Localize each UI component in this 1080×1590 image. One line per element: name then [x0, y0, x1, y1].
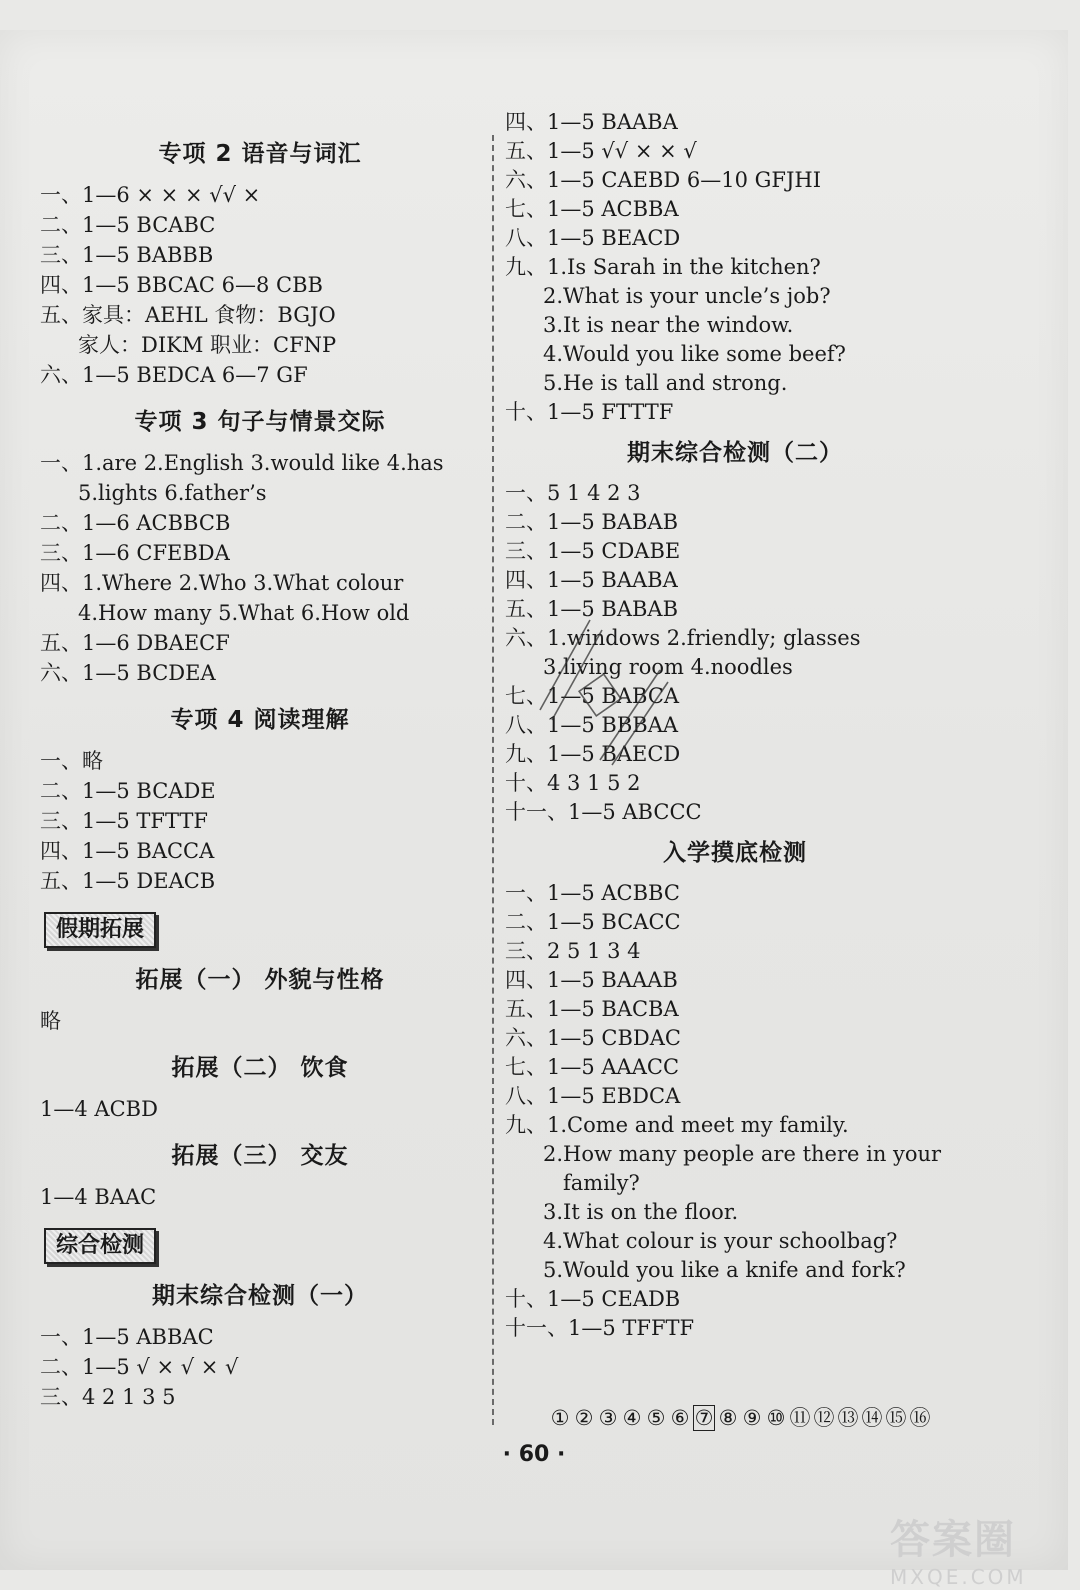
answer-line: 4.How many 5.What 6.How old — [78, 601, 410, 625]
circled-number: ⑩ — [766, 1406, 786, 1430]
answer-line: 九、1.Is Sarah in the kitchen? — [505, 255, 821, 279]
answer-line: 一、1.are 2.English 3.would like 4.has — [40, 451, 444, 475]
column-divider — [492, 135, 494, 1425]
answer-line: 十、4 3 1 5 2 — [505, 771, 641, 795]
circled-number-row — [548, 1402, 932, 1432]
watermark-logo — [890, 1508, 1060, 1589]
answer-line: 十、1—5 FTTTF — [505, 400, 674, 424]
answer-line: 5.Would you like a knife and fork? — [543, 1258, 906, 1282]
circled-number: ① — [550, 1406, 570, 1430]
circled-number: ⑥ — [670, 1406, 690, 1430]
answer-line: 五、1—5 BABAB — [505, 597, 679, 621]
answer-line: 1—4 BAAC — [40, 1185, 157, 1209]
answer-line: 3.living room 4.noodles — [543, 655, 793, 679]
answer-line: 二、1—5 BABAB — [505, 510, 679, 534]
answer-line: 五、1—5 DEACB — [40, 869, 216, 893]
answer-line: 十一、1—5 ABCCC — [505, 800, 702, 824]
answer-line: 五、1—5 √√ × × √ — [505, 139, 697, 163]
circled-number: ⑯ — [909, 1406, 931, 1430]
answer-line: 三、1—5 CDABE — [505, 539, 681, 563]
section-heading-tuozhan-2: 拓展（二） 饮食 — [171, 1055, 349, 1081]
answer-line: 六、1—5 BEDCA 6—7 GF — [40, 363, 308, 387]
answer-line: 九、1—5 BAECD — [505, 742, 681, 766]
answer-line: 三、1—5 TFTTF — [40, 809, 208, 833]
answer-line: 2.How many people are there in your — [543, 1142, 942, 1166]
answer-line: 3.It is near the window. — [543, 313, 794, 337]
answer-line: 三、4 2 1 3 5 — [40, 1385, 176, 1409]
answer-line: 八、1—5 BBBAA — [505, 713, 679, 737]
answer-line: 七、1—5 AAACC — [505, 1055, 680, 1079]
answer-line: 二、1—5 BCACC — [505, 910, 681, 934]
circled-number: ② — [574, 1406, 594, 1430]
answer-line: 一、1—5 ABBAC — [40, 1325, 214, 1349]
circled-number: ⑧ — [718, 1406, 738, 1430]
circled-number: ⑤ — [646, 1406, 666, 1430]
answer-line: 一、略 — [40, 749, 103, 773]
answer-line: 四、1—5 BACCA — [40, 839, 215, 863]
answer-line: 六、1—5 CBDAC — [505, 1026, 681, 1050]
circled-number: ⑦ — [694, 1406, 714, 1430]
answer-line: 五、1—6 DBAECF — [40, 631, 230, 655]
section-heading-qimo-2: 期末综合检测（二） — [627, 440, 843, 466]
answer-line: 五、家具：AEHL 食物：BGJO — [40, 303, 336, 327]
circled-number: ④ — [622, 1406, 642, 1430]
circled-number: ⑨ — [742, 1406, 762, 1430]
answer-line: 六、1.windows 2.friendly; glasses — [505, 626, 861, 650]
answer-line: 4.Would you like some beef? — [543, 342, 846, 366]
circled-number: ⑭ — [861, 1406, 883, 1430]
answer-line: 三、2 5 1 3 4 — [505, 939, 641, 963]
answer-line: 四、1—5 BAABA — [505, 568, 678, 592]
watermark-title: 答案圈 — [890, 1517, 1016, 1563]
answer-line: 家人：DIKM 职业：CFNP — [78, 333, 337, 357]
answer-line: 二、1—5 √ × √ × √ — [40, 1355, 239, 1379]
answer-line: 二、1—5 BCADE — [40, 779, 216, 803]
answer-line: 六、1—5 CAEBD 6—10 GFJHI — [505, 168, 822, 192]
answer-line: 四、1.Where 2.Who 3.What colour — [40, 571, 404, 595]
answer-line: 4.What colour is your schoolbag? — [543, 1229, 898, 1253]
answer-line: 一、1—6 × × × √√ × — [40, 183, 261, 207]
answer-line: family? — [563, 1171, 640, 1195]
circled-number: ⑪ — [789, 1406, 811, 1430]
section-heading-tuozhan-1: 拓展（一） 外貌与性格 — [135, 967, 385, 993]
answer-line: 略 — [40, 1009, 61, 1033]
section-heading-qimo-1: 期末综合检测（一） — [152, 1283, 368, 1309]
answer-line: 十、1—5 CEADB — [505, 1287, 681, 1311]
answer-line: 三、1—6 CFEBDA — [40, 541, 230, 565]
answer-line: 一、5 1 4 2 3 — [505, 481, 641, 505]
paper-sheet — [0, 30, 1068, 1570]
section-heading-zhuanxiang-3: 专项 3 句子与情景交际 — [134, 409, 386, 435]
answer-line: 九、1.Come and meet my family. — [505, 1113, 849, 1137]
answer-line: 5.lights 6.father’s — [78, 481, 267, 505]
stamp-overlay — [530, 610, 670, 770]
answer-line: 二、1—5 BCABC — [40, 213, 216, 237]
answer-line: 3.It is on the floor. — [543, 1200, 739, 1224]
answer-line: 八、1—5 BEACD — [505, 226, 681, 250]
answer-line: 七、1—5 BABCA — [505, 684, 680, 708]
answer-line: 2.What is your uncle’s job? — [543, 284, 831, 308]
section-heading-tuozhan-3: 拓展（三） 交友 — [171, 1143, 349, 1169]
section-heading-ruxue: 入学摸底检测 — [663, 840, 807, 866]
answer-line: 四、1—5 BBCAC 6—8 CBB — [40, 273, 323, 297]
circled-number: ③ — [598, 1406, 618, 1430]
section-heading-zhuanxiang-2: 专项 2 语音与词汇 — [158, 141, 362, 167]
answer-line: 5.He is tall and strong. — [543, 371, 788, 395]
answer-line: 四、1—5 BAAAB — [505, 968, 678, 992]
watermark-url: MXQE.COM — [890, 1565, 1027, 1589]
answer-line: 1—4 ACBD — [40, 1097, 158, 1121]
page-number: · 60 · — [502, 1442, 566, 1467]
answer-line: 十一、1—5 TFFTF — [505, 1316, 695, 1340]
left-column — [40, 138, 480, 1412]
answer-line: 三、1—5 BABBB — [40, 243, 214, 267]
answer-line: 六、1—5 BCDEA — [40, 661, 216, 685]
circled-number: ⑫ — [813, 1406, 835, 1430]
answer-line: 一、1—5 ACBBC — [505, 881, 680, 905]
answer-line: 二、1—6 ACBBCB — [40, 511, 231, 535]
circled-number: ⑬ — [837, 1406, 859, 1430]
circled-number: ⑮ — [885, 1406, 907, 1430]
answer-line: 七、1—5 ACBBA — [505, 197, 679, 221]
banner-jiaqi-tuozhan: 假期拓展 — [44, 912, 156, 948]
answer-line: 五、1—5 BACBA — [505, 997, 679, 1021]
section-heading-zhuanxiang-4: 专项 4 阅读理解 — [170, 707, 350, 733]
answer-line: 四、1—5 BAABA — [505, 110, 678, 134]
banner-zonghe-jiance: 综合检测 — [44, 1228, 156, 1264]
answer-line: 八、1—5 EBDCA — [505, 1084, 681, 1108]
